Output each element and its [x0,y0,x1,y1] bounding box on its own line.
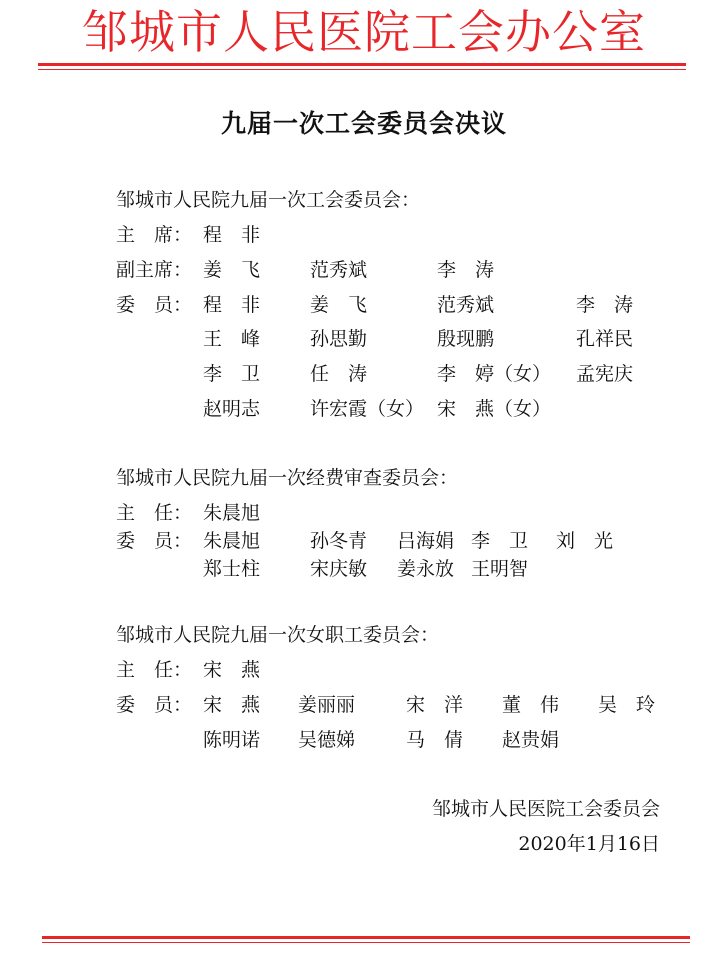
member-name: 吴 玲 [598,694,656,716]
member-name: 殷现鹏 [437,328,495,350]
header-rule-thin [38,69,686,70]
member-name: 王 峰 [203,328,261,350]
vice-chair-name: 李 涛 [437,259,495,281]
member-name: 宋 洋 [406,694,464,716]
member-name: 姜永放 [397,558,455,580]
member-name: 孙思勤 [310,328,368,350]
member-name: 赵贵娟 [502,729,560,751]
footer-rule-thick [42,936,690,939]
member-name: 任 涛 [310,363,368,385]
director-name: 宋 燕 [203,659,261,681]
section-heading-union: 邹城市人民院九届一次工会委员会： [116,189,421,211]
member-name: 范秀斌 [437,294,495,316]
member-name: 姜 飞 [310,294,368,316]
member-name: 李 婷（女） [437,363,552,385]
section-heading-audit: 邹城市人民院九届一次经费审查委员会： [116,467,459,489]
label-chair: 主 席： [116,224,193,246]
signature-date: 2020年1月16日 [518,833,660,855]
member-name: 宋 燕（女） [437,398,552,420]
member-name: 李 涛 [576,294,634,316]
letterhead-title: 邹城市人民医院工会办公室 [82,5,646,59]
member-name: 赵明志 [203,398,261,420]
member-name: 吴德娣 [298,729,356,751]
member-name: 李 卫 [203,363,261,385]
member-name: 孟宪庆 [576,363,634,385]
member-name: 宋 燕 [203,694,261,716]
label-director: 主 任： [116,502,193,524]
member-name: 朱晨旭 [203,530,261,552]
member-name: 刘 光 [556,530,614,552]
vice-chair-name: 范秀斌 [310,259,368,281]
footer-rule-thin [42,942,690,943]
label-members: 委 员： [116,694,193,716]
member-name: 宋庆敏 [310,558,368,580]
chair-name: 程 非 [203,224,261,246]
member-name: 程 非 [203,294,261,316]
member-name: 吕海娟 [397,530,455,552]
vice-chair-name: 姜 飞 [203,259,261,281]
member-name: 王明智 [471,558,529,580]
member-name: 郑士柱 [203,558,261,580]
member-name: 孔祥民 [576,328,634,350]
member-name: 董 伟 [502,694,560,716]
director-name: 朱晨旭 [203,502,261,524]
signature-organization: 邹城市人民医院工会委员会 [431,798,660,820]
document-title: 九届一次工会委员会决议 [220,109,507,138]
section-heading-women: 邹城市人民院九届一次女职工委员会： [116,624,440,646]
member-name: 陈明诺 [203,729,261,751]
member-name: 姜丽丽 [298,694,356,716]
label-members: 委 员： [116,294,193,316]
label-director: 主 任： [116,659,193,681]
member-name: 李 卫 [471,530,529,552]
member-name: 马 倩 [406,729,464,751]
label-members: 委 员： [116,530,193,552]
label-vice-chair: 副主席： [116,259,193,281]
member-name: 许宏霞（女） [310,398,425,420]
header-rule-thick [38,63,686,66]
member-name: 孙冬青 [310,530,368,552]
